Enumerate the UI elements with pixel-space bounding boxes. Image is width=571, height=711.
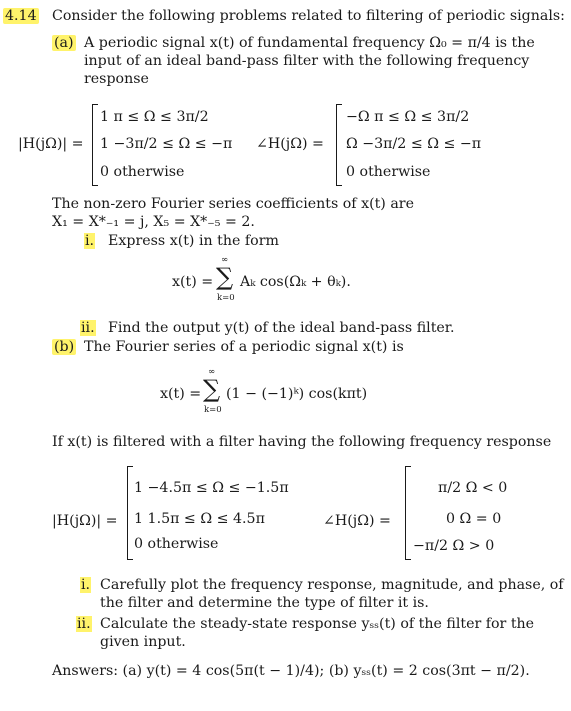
a-eq-rhs: Aₖ cos(Ωₖ + θₖ). xyxy=(240,274,351,290)
b-mag-case-3: 0 otherwise xyxy=(134,536,219,552)
part-a-line1: A periodic signal x(t) of fundamental frequency Ω₀ = π/4 is the xyxy=(84,35,535,51)
answers: Answers: (a) y(t) = 4 cos(5π(t − 1)/4); (b) yₛₛ(t) = 2 cos(3πt − π/2). xyxy=(52,663,530,679)
a-sum-bottom: k=0 xyxy=(217,293,235,303)
b-mag-case-2: 1 1.5π ≤ Ω ≤ 4.5π xyxy=(134,511,265,527)
a-phase-lhs: ∠H(jΩ) = xyxy=(256,136,324,152)
b-ii-line2: given input. xyxy=(100,634,186,650)
a-ii-text: Find the output y(t) of the ideal band-pass filter. xyxy=(108,320,455,336)
a-phase-brace xyxy=(336,104,342,186)
b-i-line1: Carefully plot the frequency response, magnitude, and phase, of xyxy=(100,577,564,593)
b-phase-case-3: −π/2 Ω > 0 xyxy=(413,538,495,554)
b-phase-case-2: 0 Ω = 0 xyxy=(446,511,502,527)
a-eq-lhs: x(t) = xyxy=(172,274,214,290)
a-mag-brace xyxy=(92,104,98,186)
b-mag-case-1: 1 −4.5π ≤ Ω ≤ −1.5π xyxy=(134,480,289,496)
b-ii-line1: Calculate the steady-state response yₛₛ(t) of the filter for the xyxy=(100,616,535,632)
b-sum-bottom: k=0 xyxy=(204,405,222,415)
b-i-line2: the filter and determine the type of filter it is. xyxy=(100,595,429,611)
a-mag-case-1: 1 π ≤ Ω ≤ 3π/2 xyxy=(100,109,209,125)
b-phase-lhs: ∠H(jΩ) = xyxy=(323,513,391,529)
b-i-label: i. xyxy=(81,577,91,593)
a-coef-line1: The non-zero Fourier series coefficients of x(t) are xyxy=(52,196,414,212)
a-mag-case-3: 0 otherwise xyxy=(100,164,185,180)
a-coef-line2: X₁ = X*₋₁ = j, X₅ = X*₋₅ = 2. xyxy=(52,214,255,230)
a-mag-case-2: 1 −3π/2 ≤ Ω ≤ −π xyxy=(100,136,233,152)
a-i-label: i. xyxy=(85,233,95,249)
part-a-line2: input of an ideal band-pass filter with the following frequency xyxy=(84,53,530,69)
part-a-label: (a) xyxy=(54,35,74,51)
b-filter-line: If x(t) is filtered with a filter having the following frequency response xyxy=(52,434,552,450)
b-eq-rhs: (1 − (−1)ᵏ) cos(kπt) xyxy=(226,386,368,402)
b-mag-brace xyxy=(127,466,133,560)
part-a-line3: response xyxy=(84,71,149,87)
b-eq-lhs: x(t) = xyxy=(160,386,202,402)
problem-number: 4.14 xyxy=(5,8,37,24)
problem-intro: Consider the following problems related to filtering of periodic signals: xyxy=(52,8,565,24)
part-b-line1: The Fourier series of a periodic signal x(t) is xyxy=(84,339,404,355)
b-ii-label: ii. xyxy=(77,616,91,632)
b-sum-sign: ∑ xyxy=(203,375,221,403)
b-sum-top: ∞ xyxy=(208,367,216,377)
a-ii-label: ii. xyxy=(81,320,95,336)
a-sum-sign: ∑ xyxy=(216,263,234,291)
a-i-text: Express x(t) in the form xyxy=(108,233,279,249)
part-b-label: (b) xyxy=(54,339,75,355)
a-mag-lhs: |H(jΩ)| = xyxy=(18,136,84,152)
a-phase-case-1: −Ω π ≤ Ω ≤ 3π/2 xyxy=(346,109,470,125)
b-phase-brace xyxy=(405,466,411,560)
b-mag-lhs: |H(jΩ)| = xyxy=(52,513,118,529)
b-phase-case-1: π/2 Ω < 0 xyxy=(438,480,508,496)
a-phase-case-3: 0 otherwise xyxy=(346,164,431,180)
a-sum-top: ∞ xyxy=(221,255,229,265)
a-phase-case-2: Ω −3π/2 ≤ Ω ≤ −π xyxy=(346,136,482,152)
